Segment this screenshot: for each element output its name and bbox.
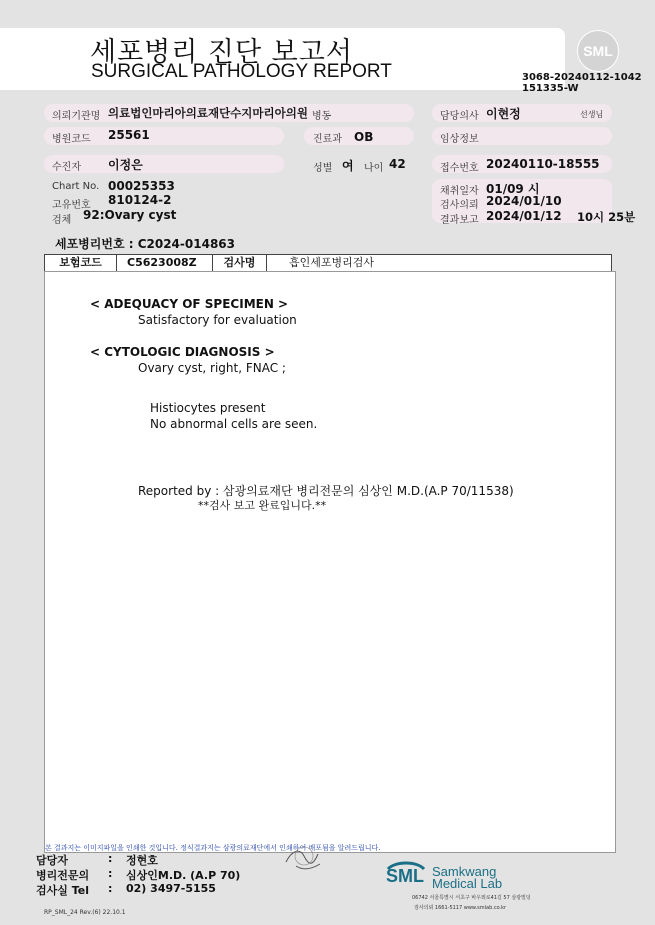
institution-value: 의료법인마리아의료재단수지마리아의원 [108,106,308,120]
sex-value: 여 [342,159,354,173]
age-label: 나이 [364,163,384,174]
finding-no-abnormal: No abnormal cells are seen. [150,417,318,431]
test-name-label: 검사명 [213,255,267,272]
staff-label: 담당자 [36,854,68,867]
report-id: 3068-20240112-1042 151335-W [522,72,642,94]
test-name-value: 흡인세포병리검사 [289,256,375,269]
staff-colon: : [108,852,113,865]
insurance-code-value: C5623008Z [117,255,213,272]
pathologist-colon: : [108,867,113,880]
finding-histiocytes: Histiocytes present [150,401,266,415]
clinical-info-label: 임상정보 [440,134,479,145]
adequacy-heading: < ADEQUACY OF SPECIMEN > [90,297,289,311]
institution-label: 의뢰기관명 [52,111,101,122]
ward-label: 병동 [312,111,332,122]
chart-value: 00025353 [108,179,175,193]
reception-label: 접수번호 [440,163,479,174]
patient-label: 수진자 [52,162,81,173]
report-title-korean: 세포병리 진단 보고서 [90,37,353,68]
unique-label: 고유번호 [52,200,91,211]
department-value: OB [354,130,374,144]
result-value: 2024/01/12 [486,209,562,223]
patient-value: 이정은 [108,158,143,172]
result-label: 결과보고 [440,215,479,226]
specimen-label: 검체 [52,215,72,226]
tel-colon: : [108,882,113,895]
reception-value: 20240110-18555 [486,157,600,171]
samkwang-logo-text: SML [386,866,424,886]
staff-value: 정현호 [126,854,158,867]
lab-address: 06742 서울특별시 서초구 바우뫼로41길 57 삼광빌딩 [412,895,531,901]
insurance-code-label: 보험코드 [45,255,117,272]
sml-logo-icon: SML [577,30,619,72]
reported-by: Reported by : 삼광의료재단 병리전문의 심상인 M.D.(A.P 70/11538) [138,484,514,498]
samkwang-name: Samkwang Medical Lab [432,864,503,891]
lab-contact: 검사의뢰 1661-5117 www.smlab.co.kr [414,905,507,911]
chart-label: Chart No. [52,181,100,192]
age-value: 42 [389,157,406,171]
signature-icon [282,840,326,874]
footer-notice: 본 결과지는 이미지파일을 인쇄한 것입니다. 정식결과지는 삼광의료재단에서 인쇄하여 배포됨을 알려드립니다. [45,844,381,852]
hospital-code-label: 병원코드 [52,134,91,145]
collection-label: 채취일자 [440,186,479,197]
diagnosis-text: Ovary cyst, right, FNAC ; [138,361,286,375]
unique-value: 810124-2 [108,193,172,207]
specimen-value: 92:Ovary cyst [83,208,177,222]
sex-label: 성별 [313,163,333,174]
collection-value: 01/09 시 [486,182,540,196]
doctor-label: 담당의사 [440,111,479,122]
request-value: 2024/01/10 [486,194,562,208]
adequacy-text: Satisfactory for evaluation [138,313,297,327]
department-label: 진료과 [313,134,342,145]
form-code: RP_SML_24 Rev.(6) 22.10.1 [44,909,126,916]
tel-value: 02) 3497-5155 [126,882,216,895]
request-label: 검사의뢰 [440,200,479,211]
doctor-value: 이현정 [486,107,521,121]
report-complete: **검사 보고 완료입니다.** [198,499,327,512]
tel-label: 검사실 Tel [36,884,89,897]
hospital-code-value: 25561 [108,128,150,142]
diagnosis-heading: < CYTOLOGIC DIAGNOSIS > [90,345,275,359]
report-title-english: SURGICAL PATHOLOGY REPORT [91,61,392,82]
doctor-suffix: 선생님 [580,110,604,119]
pathologist-label: 병리전문의 [36,869,90,882]
result-time: 10시 25분 [577,210,636,224]
cytology-number: 세포병리번호 : C2024-014863 [55,237,235,251]
pathologist-value: 심상인M.D. (A.P 70) [126,869,241,882]
